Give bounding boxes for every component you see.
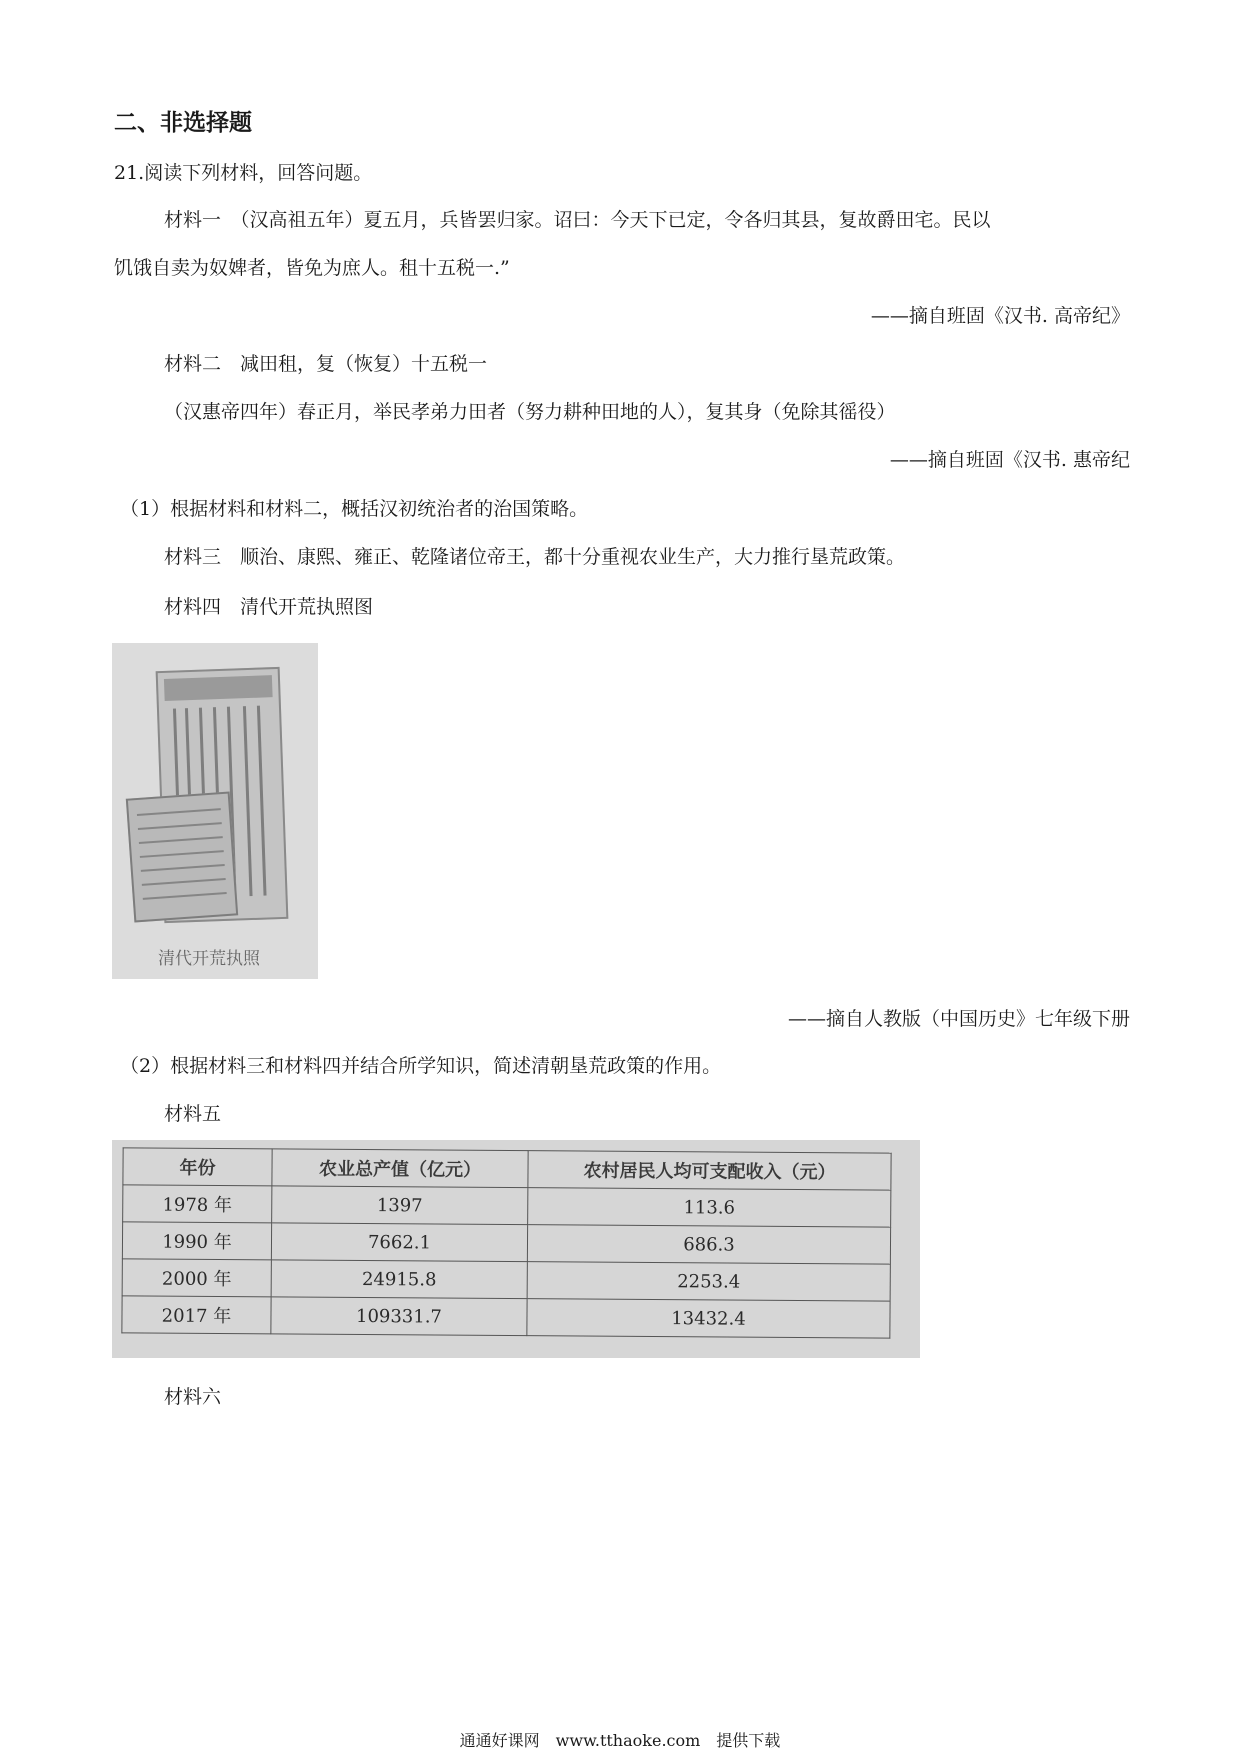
material5-title: 材料五: [164, 1103, 222, 1125]
cell-agri-output: 7662.1: [271, 1223, 527, 1262]
page-footer: 通通好课网 www.tthaoke.com 提供下载: [459, 1731, 781, 1750]
qing-land-license-photo: [112, 643, 318, 979]
cell-agri-output: 24915.8: [271, 1260, 527, 1299]
cell-year: 2017 年: [122, 1296, 271, 1334]
material4-title: 材料四 清代开荒执照图: [164, 596, 374, 618]
material1-line1: 材料一 （汉高祖五年）夏五月，兵皆罢归家。诏曰：今天下已定，令各归其县，复故爵田宅。民以: [164, 209, 991, 231]
header-rural-income: 农村居民人均可支配收入（元）: [528, 1151, 891, 1191]
material5-table-photo: [112, 1140, 920, 1358]
cell-rural-income: 13432.4: [527, 1299, 890, 1339]
table-row: [122, 1259, 890, 1301]
material1-line2: 饥饿自卖为奴婢者，皆免为庶人。租十五税一.”: [114, 257, 510, 279]
cell-year: 2000 年: [122, 1259, 271, 1297]
cell-rural-income: 2253.4: [527, 1262, 890, 1302]
question-2: （2）根据材料三和材料四并结合所学知识，简述清朝垦荒政策的作用。: [120, 1055, 722, 1077]
section-title: 二、非选择题: [114, 110, 252, 136]
table-header-row: [123, 1148, 891, 1190]
question-stem: 21.阅读下列材料，回答问题。: [114, 162, 373, 184]
license-photo-caption: 清代开荒执照: [158, 949, 260, 969]
material3-text: 材料三 顺治、康熙、雍正、乾隆诸位帝王，都十分重视农业生产，大力推行垦荒政策。: [164, 546, 906, 568]
material6-title: 材料六: [164, 1386, 222, 1408]
table-row: [123, 1185, 891, 1227]
cell-agri-output: 109331.7: [271, 1297, 527, 1336]
data-table: [121, 1147, 891, 1338]
question-1: （1）根据材料和材料二，概括汉初统治者的治国策略。: [120, 498, 589, 520]
material4-source: ——摘自人教版（中国历史》七年级下册: [787, 1008, 1130, 1030]
cell-year: 1990 年: [122, 1222, 271, 1260]
cell-agri-output: 1397: [272, 1186, 528, 1225]
cell-rural-income: 686.3: [527, 1225, 890, 1265]
cell-rural-income: 113.6: [528, 1188, 891, 1228]
material2-line1: 材料二 减田租，复（恢复）十五税一: [164, 353, 488, 375]
license-document-front: [126, 792, 238, 923]
cell-year: 1978 年: [123, 1185, 272, 1223]
header-year: 年份: [123, 1148, 272, 1186]
table-row: [122, 1296, 890, 1338]
material2-line2: （汉惠帝四年）春正月，举民孝弟力田者（努力耕种田地的人），复其身（免除其徭役）: [164, 401, 896, 423]
header-agri-output: 农业总产值（亿元）: [272, 1149, 528, 1188]
table-row: [122, 1222, 890, 1264]
material2-source: ——摘自班固《汉书. 惠帝纪: [889, 449, 1130, 471]
material1-source: ——摘自班固《汉书. 高帝纪》: [870, 305, 1130, 327]
